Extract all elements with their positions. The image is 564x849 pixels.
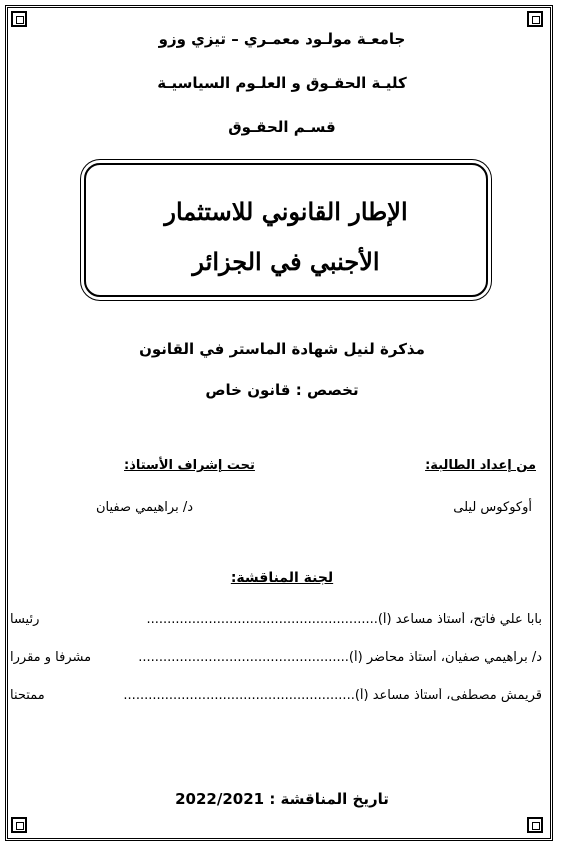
corner-ornament bbox=[527, 817, 543, 833]
committee-label: لجنة المناقشة: bbox=[230, 570, 334, 586]
specialty: تخصص : قانون خاص bbox=[205, 381, 359, 399]
member-text: قريمش مصطفى، أستاذ مساعد (أ)........................................................ bbox=[123, 688, 542, 703]
member-role: مشرفا و مقررا bbox=[10, 650, 92, 665]
member-role: ممتحنا bbox=[10, 688, 45, 703]
committee-member bbox=[10, 612, 542, 627]
corner-ornament bbox=[527, 11, 543, 27]
member-text: د/ براهيمي صفيان، أستاذ محاضر (أ)................................................... bbox=[138, 650, 542, 665]
committee-member bbox=[10, 688, 542, 703]
corner-ornament bbox=[11, 11, 27, 27]
committee-member bbox=[10, 650, 542, 665]
supervisor-name: د/ براهيمي صفيان bbox=[96, 500, 194, 515]
prepared-by-label: من إعداد الطالبة: bbox=[425, 458, 536, 473]
title-line-2: الأجنبي في الجزائر bbox=[192, 247, 380, 276]
university-name: جامعـة مولـود معمـري – تيزي وزو bbox=[158, 30, 406, 48]
title-line-1: الإطار القانوني للاستثمار bbox=[164, 197, 408, 226]
supervisor-label: تحت إشراف الأستاذ: bbox=[124, 458, 255, 473]
member-text: بابا علي فاتح، أستاذ مساعد (أ)........................................................ bbox=[146, 612, 542, 627]
title-box bbox=[84, 163, 488, 297]
member-role: رئيسا bbox=[10, 612, 40, 627]
student-name: أوكوكوس ليلى bbox=[453, 500, 532, 515]
faculty-name: كليـة الحقـوق و العلـوم السياسيـة bbox=[157, 74, 407, 92]
defense-date: تاريخ المناقشة : 2022/2021 bbox=[175, 790, 389, 808]
memo-description: مذكرة لنيل شهادة الماستر في القانون bbox=[139, 340, 425, 358]
department-name: قسـم الحقـوق bbox=[228, 118, 336, 136]
corner-ornament bbox=[11, 817, 27, 833]
